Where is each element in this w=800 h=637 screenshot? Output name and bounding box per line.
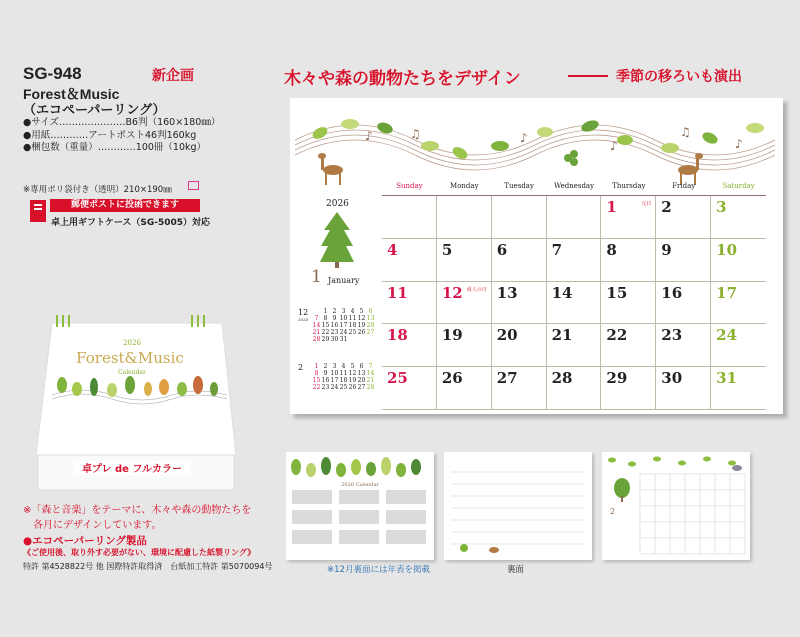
mini-day: 13 — [366, 315, 375, 322]
day-cell — [547, 239, 602, 282]
day-cell — [492, 367, 547, 410]
day-number: 11 — [387, 283, 408, 302]
mini-week — [312, 363, 375, 370]
cal-year: 2026 — [326, 199, 349, 209]
thumb-year-overview — [286, 452, 434, 560]
mini-day: 22 — [312, 384, 321, 391]
mini-day: 28 — [312, 336, 321, 343]
mini-day: 8 — [323, 315, 328, 322]
eco-subtitle: 《ご使用後、取り外す必要がない、環境に配慮した紙製リング》 — [23, 548, 256, 557]
mini-next-label: 2 — [298, 363, 304, 372]
mini-day: 19 — [357, 322, 366, 329]
mini-day: 24 — [339, 329, 348, 336]
day-cell — [656, 324, 711, 367]
weekday-saturday: Saturday — [722, 182, 755, 190]
weekday-thursday: Thursday — [612, 182, 646, 190]
mini-day — [312, 308, 321, 315]
day-number: 30 — [661, 369, 683, 388]
day-cell — [711, 282, 766, 325]
music-notes — [365, 125, 743, 153]
headline-dash — [568, 75, 608, 77]
vine-decoration — [290, 98, 783, 188]
mini-day: 3 — [332, 363, 337, 370]
svg-text:♪: ♪ — [365, 129, 373, 143]
mini-day: 7 — [368, 363, 373, 370]
spec-package: ●梱包数（重量）…………100冊（10kg） — [23, 142, 207, 153]
day-number: 15 — [606, 283, 628, 302]
mini-day: 15 — [321, 322, 330, 329]
mini-day: 1 — [314, 363, 319, 370]
deer-left — [318, 153, 343, 185]
day-cell — [656, 239, 711, 282]
mini-week — [312, 384, 375, 391]
thumb1-grid — [292, 490, 428, 550]
calendar-grid — [382, 195, 766, 410]
day-number: 4 — [387, 240, 398, 259]
day-cell — [711, 367, 766, 410]
mini-day: 6 — [359, 363, 364, 370]
day-cell — [547, 324, 602, 367]
day-cell — [437, 196, 492, 239]
day-cell — [656, 367, 711, 410]
desc-line-1: ※「森と音楽」をテーマに、木々や森の動物たちを — [23, 505, 252, 516]
bag-icon — [188, 181, 199, 190]
mini-day: 9 — [323, 370, 328, 377]
mini-day: 22 — [321, 329, 330, 336]
day-number: 27 — [496, 369, 518, 388]
day-number: 29 — [606, 369, 628, 388]
mini-day: 9 — [332, 315, 337, 322]
day-cell — [711, 239, 766, 282]
mini-day: 25 — [348, 329, 357, 336]
mini-day: 6 — [368, 308, 373, 315]
mini-day — [357, 336, 366, 343]
day-cell — [382, 196, 437, 239]
thumb1-trees — [286, 452, 434, 482]
day-number: 2 — [661, 198, 672, 216]
day-cell — [437, 324, 492, 367]
mini-day: 5 — [359, 308, 364, 315]
day-number: 22 — [606, 326, 628, 345]
mini-day: 23 — [330, 329, 339, 336]
mini-day: 3 — [341, 308, 346, 315]
mini-day: 16 — [321, 377, 330, 384]
postbox-icon — [30, 200, 46, 222]
mini-day: 31 — [339, 336, 348, 343]
mini-day — [348, 336, 357, 343]
patent-note: 特許 第4528822号 他 国際特許取得済 台紙加工特許 第5070094号 — [23, 562, 273, 571]
mini-day: 18 — [339, 377, 348, 384]
day-number: 26 — [441, 369, 463, 388]
day-cell — [601, 196, 656, 239]
thumb3-page — [602, 452, 750, 560]
caption-year-overview: ※12月裏面には年表を掲載 — [327, 565, 430, 575]
day-number: 19 — [441, 326, 463, 345]
spec-list — [23, 117, 220, 155]
mini-day: 7 — [314, 315, 319, 322]
weekday-header — [382, 182, 766, 190]
mini-day: 17 — [330, 377, 339, 384]
mini-day: 26 — [357, 329, 366, 336]
day-cell — [601, 282, 656, 325]
weekday-wednesday: Wednesday — [553, 182, 595, 190]
desc-line-2: 各月にデザインしています。 — [33, 520, 162, 531]
day-cell — [711, 324, 766, 367]
day-cell — [437, 239, 492, 282]
mini-day: 4 — [350, 308, 355, 315]
day-number: 13 — [496, 283, 518, 302]
mini-day: 10 — [339, 315, 348, 322]
bag-note: ※専用ポリ袋付き（透明）210×190㎜ — [23, 185, 172, 195]
headline-main: 木々や森の動物たちをデザイン — [284, 69, 521, 89]
mini-day: 2 — [332, 308, 337, 315]
mini-day: 19 — [348, 377, 357, 384]
mini-week — [312, 370, 375, 377]
cover-year: 2026 — [123, 339, 141, 347]
mini-day: 29 — [321, 336, 330, 343]
mini-day: 13 — [357, 370, 366, 377]
description — [23, 503, 251, 533]
product-title-en: Forest＆Music — [23, 86, 120, 102]
mini-day: 11 — [348, 315, 357, 322]
day-number: 6 — [496, 240, 508, 259]
new-badge: 新企画 — [152, 68, 194, 84]
mini-day: 21 — [366, 377, 375, 384]
main-calendar — [290, 98, 783, 414]
thumb1-title: 2026 Calendar — [341, 482, 379, 488]
weekday-tuesday: Tuesday — [504, 182, 534, 190]
brand-logo: 卓プレ de フルカラー — [81, 464, 183, 475]
day-cell — [601, 324, 656, 367]
mini-prev-year: 2025 — [298, 317, 309, 322]
mini-day: 24 — [330, 384, 339, 391]
spec-size: ●サイズ…………………B6判（160×180㎜） — [23, 117, 221, 128]
fir-tree — [320, 212, 354, 268]
day-number: 1 — [606, 198, 617, 216]
day-cell — [382, 324, 437, 367]
mini-day: 15 — [312, 377, 321, 384]
day-number: 31 — [716, 369, 738, 388]
gift-case-note: 卓上用ギフトケース（SG-5005）対応 — [51, 218, 211, 228]
mini-prev-label: 12 — [298, 308, 309, 317]
mini-day: 11 — [339, 370, 348, 377]
day-cell — [711, 196, 766, 239]
day-number: 16 — [661, 283, 683, 302]
day-cell — [547, 196, 602, 239]
day-cell — [492, 196, 547, 239]
day-cell — [547, 282, 602, 325]
mini-week — [312, 322, 375, 329]
product-code: SG-948 — [23, 64, 82, 83]
mini-day: 14 — [312, 322, 321, 329]
mini-day: 17 — [339, 322, 348, 329]
mini-day: 26 — [348, 384, 357, 391]
mini-day: 21 — [312, 329, 321, 336]
day-number: 5 — [441, 240, 453, 259]
cover-title: Forest&Music — [76, 349, 184, 367]
mini-week — [312, 315, 375, 322]
svg-text:♫: ♫ — [680, 125, 691, 139]
svg-text:♪: ♪ — [520, 131, 528, 145]
mini-day: 4 — [341, 363, 346, 370]
mini-day: 8 — [314, 370, 319, 377]
mini-day: 2 — [323, 363, 328, 370]
mini-day — [366, 336, 375, 343]
headline-sub: 季節の移ろいも演出 — [616, 69, 742, 85]
day-number: 14 — [551, 283, 573, 302]
day-number: 23 — [661, 326, 683, 345]
thumb-back-side — [444, 452, 592, 560]
day-cell — [382, 282, 437, 325]
day-cell — [656, 196, 711, 239]
mini-week — [312, 377, 375, 384]
day-number: 10 — [716, 240, 738, 259]
mini-day: 12 — [348, 370, 357, 377]
day-cell — [492, 282, 547, 325]
day-cell — [382, 367, 437, 410]
mini-day: 27 — [357, 384, 366, 391]
cal-month-num: 1 — [311, 267, 322, 287]
mini-day: 20 — [366, 322, 375, 329]
weekday-monday: Monday — [450, 182, 479, 190]
day-number: 18 — [387, 326, 408, 345]
day-cell — [382, 239, 437, 282]
day-number: 9 — [661, 240, 672, 259]
weekday-sunday: Sunday — [396, 182, 423, 190]
day-number: 7 — [551, 240, 562, 259]
mini-day: 5 — [350, 363, 355, 370]
day-number: 3 — [716, 198, 727, 216]
mini-day: 16 — [330, 322, 339, 329]
mini-day: 10 — [330, 370, 339, 377]
day-number: 17 — [716, 283, 738, 302]
mini-week — [312, 336, 375, 343]
product-title-jp: （エコペーパーリング） — [23, 103, 166, 118]
mini-day: 27 — [366, 329, 375, 336]
mini-day: 12 — [357, 315, 366, 322]
mini-week — [312, 308, 375, 315]
day-number: 25 — [387, 369, 408, 388]
mini-day: 20 — [357, 377, 366, 384]
day-cell — [656, 282, 711, 325]
weekday-friday: Friday — [672, 182, 696, 190]
day-cell — [437, 367, 492, 410]
thumb3-month: 2 — [610, 507, 616, 516]
cover-product-image — [22, 305, 252, 495]
mini-week — [312, 329, 375, 336]
thumb2-lines — [444, 452, 592, 560]
holiday-label: 元日 — [641, 201, 652, 207]
spec-paper: ●用紙…………アートポスト46判160kg — [23, 129, 197, 141]
eco-title: ●エコペーパーリング製品 — [23, 535, 147, 547]
mini-day: 30 — [330, 336, 339, 343]
day-number: 28 — [551, 369, 573, 388]
day-number: 8 — [606, 240, 617, 259]
mini-day: 1 — [323, 308, 328, 315]
day-cell — [547, 367, 602, 410]
post-banner: 郵便ポストに投函できます — [50, 199, 200, 212]
mini-day: 18 — [348, 322, 357, 329]
mini-day: 14 — [366, 370, 375, 377]
thumb-month-page — [602, 452, 750, 560]
day-cell — [601, 367, 656, 410]
caption-back-side: 裏面 — [507, 565, 525, 575]
day-number: 24 — [716, 326, 738, 345]
day-cell — [437, 282, 492, 325]
svg-text:♫: ♫ — [410, 127, 421, 141]
mini-day: 23 — [321, 384, 330, 391]
day-number: 20 — [496, 326, 518, 345]
holiday-label: 成人の日 — [466, 286, 487, 293]
cal-month-name: January — [328, 276, 360, 285]
cover-sub: Calendar — [118, 369, 146, 376]
mini-day: 28 — [366, 384, 375, 391]
svg-text:♪: ♪ — [610, 139, 618, 153]
day-cell — [601, 239, 656, 282]
day-number: 12 — [441, 283, 463, 302]
day-number: 21 — [551, 326, 573, 345]
day-cell — [492, 239, 547, 282]
mini-day: 25 — [339, 384, 348, 391]
svg-text:♪: ♪ — [735, 137, 743, 151]
day-cell — [492, 324, 547, 367]
